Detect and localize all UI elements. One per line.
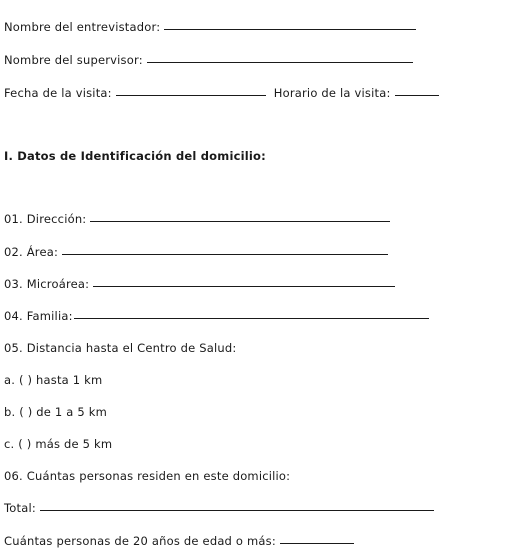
section-title-row — [4, 149, 266, 163]
family-field[interactable] — [74, 317, 429, 319]
microarea-field[interactable] — [93, 285, 395, 287]
area-field[interactable] — [62, 253, 388, 255]
address-label: 01. Dirección: — [4, 212, 87, 226]
microarea-row — [4, 277, 395, 291]
interviewer-label: Nombre del entrevistador: — [4, 20, 161, 34]
visit-date-label: Fecha de la visita: — [4, 86, 112, 100]
section-title: I. Datos de Identificación del domicilio: — [4, 149, 266, 163]
visit-time-label: Horario de la visita: — [273, 86, 391, 100]
visit-date-field[interactable] — [116, 94, 266, 96]
area-label: 02. Área: — [4, 245, 59, 259]
distance-option[interactable] — [4, 405, 107, 419]
area-row — [4, 245, 388, 259]
total-label: Total: — [4, 501, 36, 515]
interviewer-row — [4, 20, 416, 34]
distance-option[interactable] — [4, 373, 102, 387]
address-row — [4, 212, 390, 226]
supervisor-label: Nombre del supervisor: — [4, 53, 143, 67]
family-label: 04. Familia: — [4, 309, 73, 323]
total-row — [4, 501, 434, 515]
distance-label: 05. Distancia hasta el Centro de Salud: — [4, 341, 237, 355]
total-field[interactable] — [40, 509, 434, 511]
residents-row — [4, 469, 290, 483]
adults-row — [4, 534, 354, 548]
distance-option-c[interactable]: c. ( ) más de 5 km — [4, 437, 113, 451]
adults-field[interactable] — [280, 542, 354, 544]
interviewer-field[interactable] — [164, 28, 416, 30]
family-row — [4, 309, 429, 323]
visit-time-field[interactable] — [395, 94, 439, 96]
adults-label: Cuántas personas de 20 años de edad o más: — [4, 534, 276, 548]
distance-option-a[interactable]: a. ( ) hasta 1 km — [4, 373, 103, 387]
address-field[interactable] — [90, 220, 390, 222]
residents-label: 06. Cuántas personas residen en este domicilio: — [4, 469, 291, 483]
distance-option[interactable] — [4, 437, 112, 451]
supervisor-row — [4, 53, 413, 67]
supervisor-field[interactable] — [147, 61, 413, 63]
distance-option-b[interactable]: b. ( ) de 1 a 5 km — [4, 405, 108, 419]
distance-row — [4, 341, 236, 355]
microarea-label: 03. Microárea: — [4, 277, 90, 291]
visit-row — [4, 86, 439, 100]
